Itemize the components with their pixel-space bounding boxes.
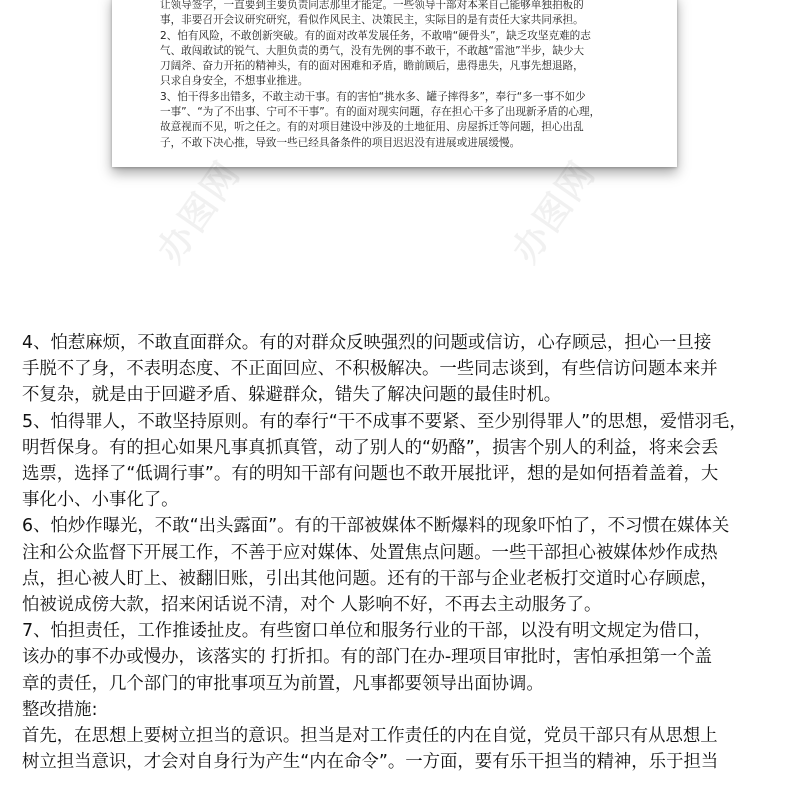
card-line: 只求自身安全，不想事业推进。 — [160, 75, 309, 88]
card-line: 2、怕有风险，不敢创新突破。有的面对改革发展任务，不敢啃“硬骨头”，缺乏攻坚克难的志 — [160, 29, 591, 42]
card-line: 事，非要召开会议研究研究，看似作风民主、决策民主，实际目的是有责任大家共同承担。 — [160, 14, 584, 27]
body-line: 注和公众监督下开展工作，不善于应对媒体、处置焦点问题。一些干部担心被媒体炒作成热 — [22, 542, 718, 563]
card-line: 气、敢闯敢试的锐气、大胆负责的勇气，没有先例的事不敢干，不敢越“雷池”半步，缺少大 — [160, 44, 585, 57]
body-line: 首先，在思想上要树立担当的意识。担当是对工作责任的内在自觉，党员干部只有从思想上 — [22, 726, 718, 747]
card-line: 让领导签字，一直要到主要负责同志那里才能定。一些领导干部对本来自己能够单独拍板的 — [160, 0, 584, 11]
body-line: 明哲保身。有的担心如果凡事真抓真管，动了别人的“奶酪”，损害个别人的利益，将来会丢 — [22, 437, 719, 458]
body-line: 树立担当意识，才会对自身行为产生“内在命令”。一方面，要有乐干担当的精神，乐于担当 — [22, 752, 719, 773]
document-body — [22, 330, 782, 775]
body-line: 4、怕惹麻烦，不敢直面群众。有的对群众反映强烈的问题或信访，心存顾忌，担心一旦接 — [22, 333, 712, 353]
body-line: 7、怕担责任，工作推诿扯皮。有些窗口单位和服务行业的干部，以没有明文规定为借口， — [22, 621, 712, 642]
card-line: 3、怕干得多出错多，不敢主动干事。有的害怕“挑水多、罐子摔得多”，奉行“多一事不如少 — [160, 90, 586, 103]
document-preview-card — [112, 0, 677, 167]
card-line: 故意视而不见，听之任之。有的对项目建设中涉及的土地征用、房屋拆迁等问题，担心出乱 — [160, 121, 584, 134]
body-line: 5、怕得罪人，不敢坚持原则。有的奉行“干不成事不要紧、至少别得罪人”的思想，爱惜羽毛， — [22, 411, 747, 432]
watermark: 办图网 — [504, 153, 604, 271]
body-line: 手脱不了身，不表明态度、不正面回应、不积极解决。一些同志谈到，有些信访问题本来并 — [22, 359, 718, 380]
body-line: 不复杂，就是由于回避矛盾、躲避群众，错失了解决问题的最佳时机。 — [22, 385, 562, 406]
body-line: 章的责任，几个部门的审批事项互为前置，凡事都要领导出面协调。 — [22, 673, 544, 694]
card-line: 一事”、“为了不出事、宁可不干事”。有的面对现实问题，存在担心干多了出现新矛盾的心理， — [160, 106, 601, 119]
watermark: 办图网 — [149, 153, 249, 271]
card-line: 刀阔斧、奋力开拓的精神头，有的面对困难和矛盾，瞻前顾后，患得患失，凡事先想退路， — [160, 60, 584, 73]
section-heading: 整改措施: — [22, 699, 98, 720]
body-line: 事化小、小事化了。 — [22, 490, 179, 511]
body-line: 点，担心被人盯上、被翻旧账，引出其他问题。还有的干部与企业老板打交道时心存顾虑， — [22, 568, 718, 589]
card-line: 子，不敢下决心推，导致一些已经具备条件的项目迟迟没有进展或进展缓慢。 — [160, 136, 521, 149]
body-line: 选票，选择了“低调行事”。有的明知干部有问题也不敢开展批评，想的是如何捂着盖着，大 — [22, 464, 719, 485]
body-line: 该办的事不办或慢办，该落实的 打折扣。有的部门在办-理项目审批时，害怕承担第一个盖 — [22, 647, 713, 668]
body-line: 6、怕炒作曝光，不敢“出头露面”。有的干部被媒体不断爆料的现象吓怕了，不习惯在媒体关 — [22, 516, 730, 537]
body-line: 怕被说成傍大款，招来闲话说不清，对个 人影响不好，不再去主动服务了。 — [22, 595, 602, 616]
